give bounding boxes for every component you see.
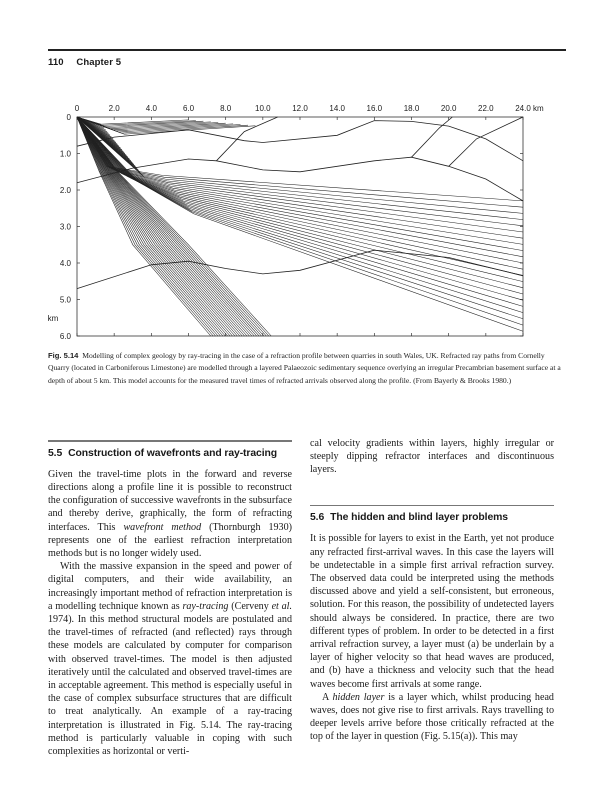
x-tick-label: 10.0 — [255, 104, 271, 113]
x-tick-label: 22.0 — [478, 104, 494, 113]
section-number: 5.5 — [48, 447, 63, 459]
interface-2 — [77, 157, 523, 201]
figure-caption — [48, 350, 568, 387]
interface-3-basement — [77, 250, 523, 288]
x-axis-unit: km — [533, 104, 544, 113]
x-tick-label: 24.0 — [515, 104, 531, 113]
x-tick-label: 2.0 — [108, 104, 120, 113]
y-tick-label: 2.0 — [59, 186, 71, 195]
paragraph: A hidden layer is a layer which, whilst producing head waves, does not give rise to first arrivals. Rays travelling to deeper levels arrive before those critically refracted at the top of the layer in question (Fig. 5.15(a)). This may — [310, 691, 554, 743]
section-5-6-heading — [310, 511, 554, 524]
y-tick-label: 4.0 — [59, 259, 71, 268]
ray-tracing-chart — [40, 100, 580, 345]
left-column — [48, 440, 292, 758]
x-tick-label: 8.0 — [220, 104, 232, 113]
section-title: Construction of wavefronts and ray-tracing — [68, 447, 277, 459]
page-number: 110 — [48, 57, 64, 68]
y-axis-unit: km — [47, 313, 59, 323]
x-tick-label: 14.0 — [329, 104, 345, 113]
running-head — [48, 57, 121, 68]
x-tick-label: 18.0 — [403, 104, 420, 113]
y-tick-label: 1.0 — [59, 149, 71, 159]
caption-text: Modelling of complex geology by ray-tracing in the case of a refraction profile between quarries in south Wales, UK. Refracted ray paths from Cornelly Quarry (located in Carboniferous Limestone) are modelled through a layered Palaeozoic sedimentary sequence overlying an irregular Precambrian basement surface at a depth of about 5 km. This model accounts for the measured travel times of refracted arrivals observed along the profile. (From Bayerly & Brooks 1980.) — [48, 351, 561, 385]
header-rule — [48, 49, 566, 51]
x-tick-label: 20.0 — [440, 104, 457, 113]
paragraph-continued: cal velocity gradients within layers, highly irregular or steeply dipping refractor interfaces and discontinuous layers. — [310, 438, 554, 476]
section-5-5-heading — [48, 447, 292, 460]
paragraph: Given the travel-time plots in the forward and reverse directions along a profile line it is possible to reconstruct the configuration of successive wavefronts in the subsurface and thereby derive, graphically, the form of refracting interfaces. This wavefront method (Thornburgh 1930) represents one of the earliest refraction interpretation methods but is no longer widely used. — [48, 468, 293, 560]
x-tick-label: 12.0 — [292, 104, 308, 113]
section-rule — [48, 440, 292, 442]
fault-2 — [412, 117, 453, 157]
paragraph: With the massive expansion in the speed and power of digital computers, and their wide availability, an increasingly important method of refraction interpretation is a modelling technique known as ray-tracing (Cerveny et al. 1974). In this method structural models are postulated and the travel-times of refracted (and reflected) rays through these models are calculated by computer for comparison with observed travel-times. The model is then adjusted iteratively until the calculated and observed travel-times are in acceptable agreement. This method is especially useful in the case of complex subsurface structures that are difficult to treat analytically. An example of a ray-tracing interpretation is illustrated in Fig. 5.14. The ray-tracing method is particularly valuable in coping with such complexities as horizontal or verti- — [48, 561, 293, 758]
section-rule — [310, 505, 554, 507]
x-tick-label: 6.0 — [182, 104, 195, 113]
x-tick-label: 4.0 — [145, 104, 157, 113]
paragraph: It is possible for layers to exist in the Earth, yet not produce any refracted first-arrival waves. In this case the layers will be undetectable in a simple first arrival refraction survey. The observed data could be interpreted using the methods discussed above and yield a self-consistent, but erroneous, solution. For this reason, the possibility of undetected layers should always be considered. In practice, there are two different types of problem. In order to be detected in a first arrival refraction survey, a layer must (a) be underlain by a layer of higher velocity so that head waves are produced, and (b) have a thickness and velocity such that the head waves become first arrivals at some range. — [310, 533, 554, 690]
right-column — [310, 437, 554, 744]
section-number: 5.6 — [310, 512, 325, 524]
y-tick-label: 5.0 — [59, 295, 71, 305]
section-title: The hidden and blind layer problems — [330, 512, 508, 524]
ray-paths — [77, 117, 523, 336]
y-tick-label: 0 — [66, 113, 71, 122]
figure-label: Fig. 5.14 — [48, 351, 79, 360]
x-tick-label: 16.0 — [366, 104, 383, 113]
figure-5-14 — [40, 100, 580, 345]
chapter-label: Chapter 5 — [76, 57, 122, 68]
fault-1 — [216, 117, 277, 161]
x-tick-label: 0 — [74, 104, 80, 113]
fault-3 — [449, 117, 523, 166]
y-tick-label: 3.0 — [59, 222, 71, 232]
y-tick-label: 6.0 — [59, 332, 71, 341]
